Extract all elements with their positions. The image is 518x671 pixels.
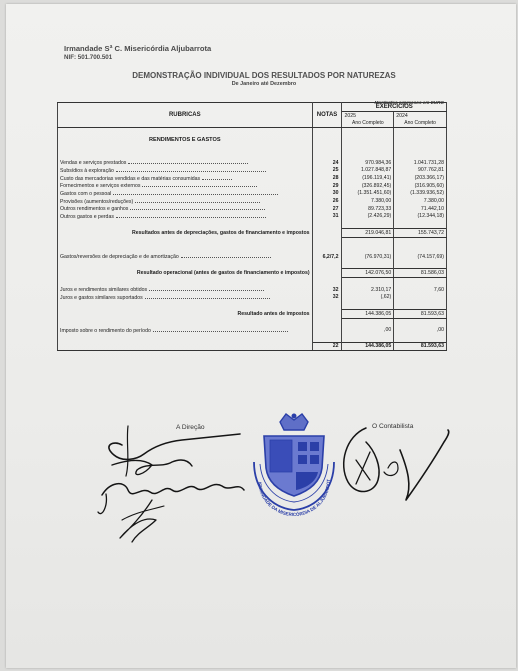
table-row: Fornecimentos e serviços externos 29 (326.892,45) (316.905,60) — [58, 182, 447, 190]
exercicios-header: EXERCÍCIOS — [342, 103, 447, 112]
accountant-signature — [326, 420, 466, 520]
accountant-label: O Contabilista — [372, 423, 414, 430]
table-row: Subsídios à exploração 25 1.027.848,87 907.762,81 — [58, 167, 447, 175]
currency-note: Montantes expressos em EURO — [374, 100, 444, 105]
sub-current-header: Ano Completo — [342, 119, 394, 127]
section-title-row — [58, 136, 447, 144]
table-header-row — [58, 103, 447, 112]
interest-expense-row: Juros e gastos similares suportados 32 (,62) — [58, 294, 447, 302]
operating-result-row: Resultado operacional (antes de gastos de financiamento e impostos) 142.076,50 81.586,03 — [58, 269, 447, 278]
document-period: De Janeiro até Dezembro — [231, 81, 297, 87]
document-title: DEMONSTRAÇÃO INDIVIDUAL DOS RESULTADOS POR NATUREZAS — [132, 71, 396, 80]
depreciation-row: Gastos/reversões de depreciação e de amortização 6,2/7,2 (76.970,31) (74.157,69) — [58, 253, 447, 261]
subtotal-ebitda-row: Resultados antes de depreciações, gastos de financiamento e impostos 219.046,81 155.743,72 — [58, 229, 447, 238]
table-row: Gastos com o pessoal 30 (1.351.451,60) (1.339.936,52) — [58, 190, 447, 198]
year-current-header: 2025 — [342, 111, 394, 119]
table-row: Custo das mercadorias vendidas e das matérias consumidas 28 (196.119,41) (203.366,17) — [58, 174, 447, 182]
income-statement-table — [57, 102, 447, 351]
interest-income-row: Juros e rendimentos similares obtidos 32 2.310,17 7,60 — [58, 286, 447, 294]
net-result-row: 22 144.386,05 81.593,63 — [58, 342, 447, 351]
sub-previous-header: Ano Completo — [394, 119, 447, 127]
table-row: Outros gastos e perdas 31 (2.426,29) (12.344,18) — [58, 213, 447, 221]
direction-signatures — [92, 420, 262, 550]
organization-name: Irmandade Sª C. Misericórdia Aljubarrota — [64, 44, 212, 53]
direction-label: A Direção — [176, 424, 205, 431]
income-tax-row: Imposto sobre o rendimento do período ,00 ,00 — [58, 326, 447, 334]
table-row: Vendas e serviços prestados 24 970.984,36 1.041.731,28 — [58, 159, 447, 167]
year-previous-header: 2024 — [394, 111, 447, 119]
table-row: Outros rendimentos e ganhos 27 89.723,33 71.442,10 — [58, 205, 447, 213]
notas-header: NOTAS — [312, 103, 342, 128]
section-title: RENDIMENTOS E GASTOS — [58, 136, 313, 144]
organization-nif: NIF: 501.700.501 — [64, 54, 113, 61]
seal-text: IRMANDADE DA MISERICÓRDIA DE ALJUBARROT — [257, 479, 332, 518]
table-row: Provisões (aumentos/reduções) 26 7.380,00 7.380,00 — [58, 197, 447, 205]
rubricas-header: RUBRICAS — [58, 103, 313, 128]
pretax-result-row: Resultado antes de impostos 144.386,05 81.593,63 — [58, 309, 447, 318]
